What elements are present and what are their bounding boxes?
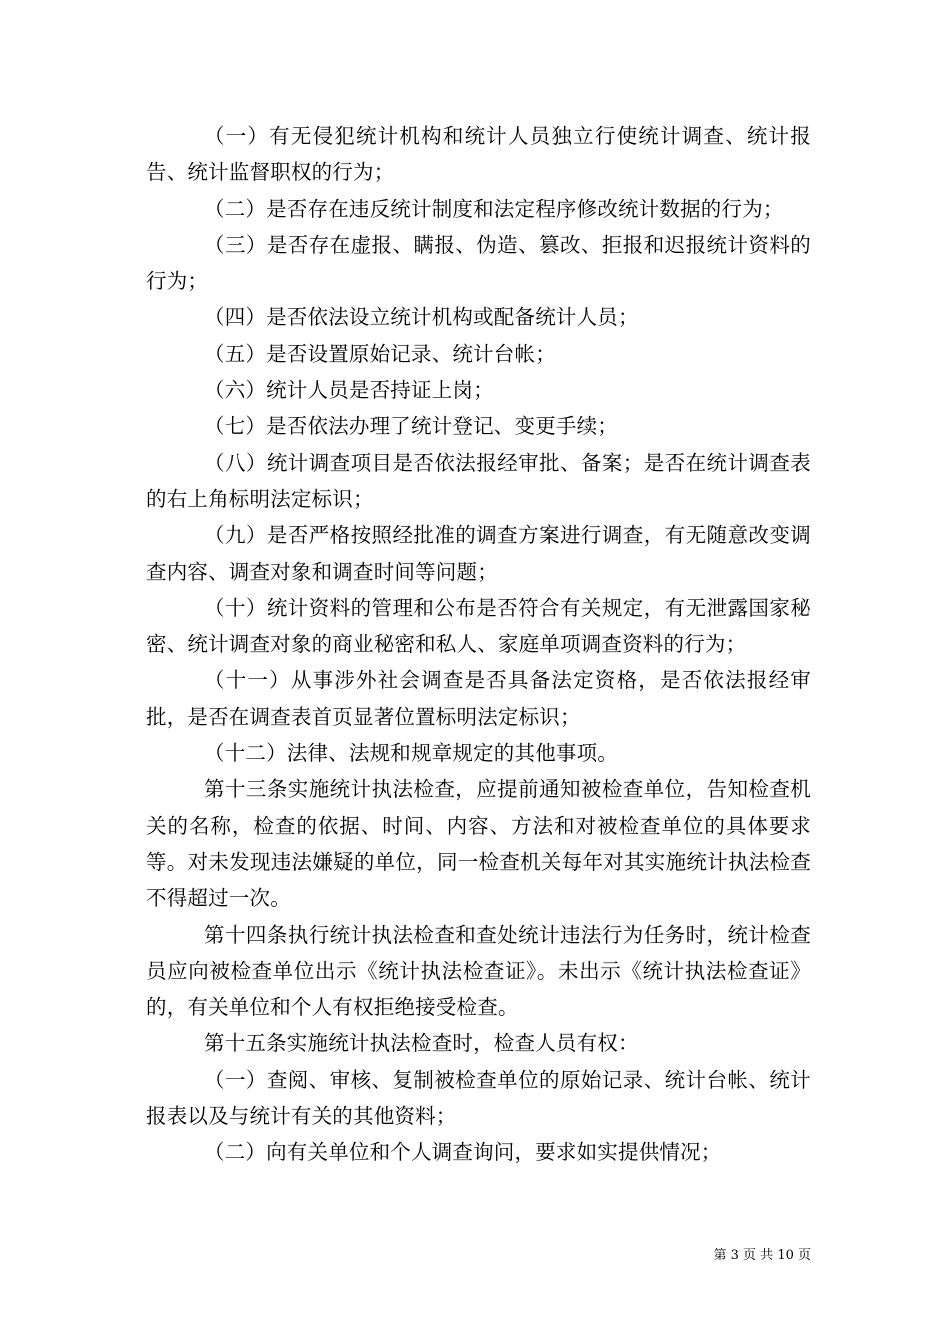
document-body [146,118,811,1171]
paragraph-5: （五）是否设置原始记录、统计台帐； [204,341,556,366]
article-15-item-2: （二）向有关单位和个人调查询问，要求如实提供情况； [204,1140,722,1165]
paragraph-6: （六）统计人员是否持证上岗； [204,378,494,403]
paragraph-4: （四）是否依法设立统计机构或配备统计人员； [204,305,639,330]
article-13: 第十三条实施统计执法检查，应提前通知被检查单位，告知检查机关的名称，检查的依据、时间、内容、方法和对被检查单位的具体要求等。对未发现违法嫌疑的单位，同一检查机关每年对其实施统计执法检查不得超过一次。 [146,777,811,911]
article-15: 第十五条实施统计执法检查时，检查人员有权： [204,1031,639,1056]
page-number-footer: 第 3 页 共 10 页 [713,1248,811,1263]
paragraph-11: （十一）从事涉外社会调查是否具备法定资格，是否依法报经审批，是否在调查表首页显著位置标明法定标识； [146,668,811,729]
paragraph-12: （十二）法律、法规和规章规定的其他事项。 [204,741,618,766]
paragraph-7: （七）是否依法办理了统计登记、变更手续； [204,414,618,439]
paragraph-8: （八）统计调查项目是否依法报经审批、备案；是否在统计调查表的右上角标明法定标识； [146,450,811,511]
article-15-item-1: （一）查阅、审核、复制被检查单位的原始记录、统计台帐、统计报表以及与统计有关的其他资料； [146,1067,811,1129]
paragraph-3: （三）是否存在虚报、瞒报、伪造、篡改、拒报和迟报统计资料的行为； [146,232,811,294]
paragraph-1: （一）有无侵犯统计机构和统计人员独立行使统计调查、统计报告、统计监督职权的行为； [146,124,811,185]
paragraph-9: （九）是否严格按照经批准的调查方案进行调查，有无随意改变调查内容、调查对象和调查时间等问题； [146,523,811,584]
article-14: 第十四条执行统计执法检查和查处统计违法行为任务时，统计检查员应向被检查单位出示《统计执法检查证》。未出示《统计执法检查证》的，有关单位和个人有权拒绝接受检查。 [146,922,811,1020]
paragraph-10: （十）统计资料的管理和公布是否符合有关规定，有无泄露国家秘密、统计调查对象的商业秘密和私人、家庭单项调查资料的行为； [146,595,811,657]
paragraph-2: （二）是否存在违反统计制度和法定程序修改统计数据的行为； [204,196,784,221]
